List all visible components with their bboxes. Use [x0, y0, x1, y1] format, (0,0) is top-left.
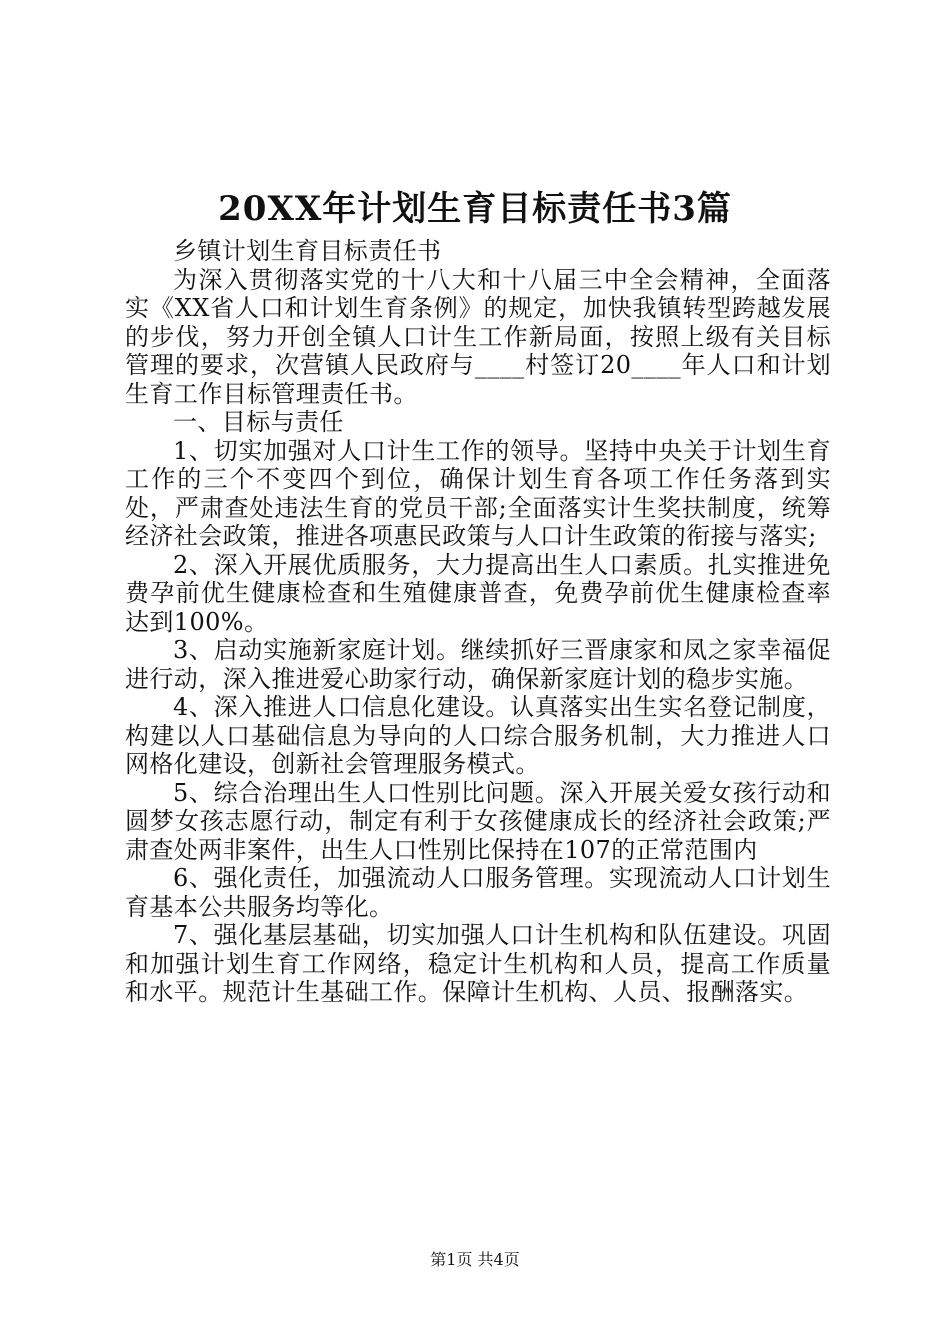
list-item: 7、强化基层基础，切实加强人口计生机构和队伍建设。巩固和加强计划生育工作网络，稳定计生机构和人员，提高工作质量和水平。规范计生基础工作。保障计生机构、人员、报酬落实。	[125, 921, 831, 1006]
paragraph-heading: 乡镇计划生育目标责任书	[173, 237, 442, 265]
paragraph-intro: 为深入贯彻落实党的十八大和十八届三中全会精神，全面落实《XX省人口和计划生育条例》的规定，加快我镇转型跨越发展的步伐，努力开创全镇人口计生工作新局面，按照上级有关目标管理的要求，次营镇人民政府与____村签订20____年人口和计划生育工作目标管理责任书。	[125, 265, 831, 408]
list-item: 3、启动实施新家庭计划。继续抓好三晋康家和凤之家幸福促进行动，深入推进爱心助家行动，确保新家庭计划的稳步实施。	[125, 636, 831, 693]
list-item: 6、强化责任，加强流动人口服务管理。实现流动人口计划生育基本公共服务均等化。	[125, 864, 831, 921]
list-item: 4、深入推进人口信息化建设。认真落实出生实名登记制度，构建以人口基础信息为导向的人口综合服务机制，大力推进人口网格化建设，创新社会管理服务模式。	[125, 693, 831, 778]
list-item: 5、综合治理出生人口性别比问题。深入开展关爱女孩行动和圆梦女孩志愿行动，制定有利于女孩健康成长的经济社会政策;严肃查处两非案件，出生人口性别比保持在107的正常范围内	[125, 778, 831, 864]
page-footer: 第1页 共4页	[430, 1250, 520, 1269]
list-item: 2、深入开展优质服务，大力提高出生人口素质。扎实推进免费孕前优生健康检查和生殖健康普查，免费孕前优生健康检查率达到100%。	[125, 550, 831, 636]
document-title: 20XX年计划生育目标责任书3篇	[218, 189, 732, 229]
list-item: 1、切实加强对人口计生工作的领导。坚持中央关于计划生育工作的三个不变四个到位，确保计划生育各项工作任务落到实处，严肃查处违法生育的党员干部;全面落实计生奖扶制度，统筹经济社会政策，推进各项惠民政策与人口计生政策的衔接与落实;	[125, 436, 831, 550]
section-heading: 一、目标与责任	[173, 408, 344, 436]
document-body	[125, 237, 831, 1007]
